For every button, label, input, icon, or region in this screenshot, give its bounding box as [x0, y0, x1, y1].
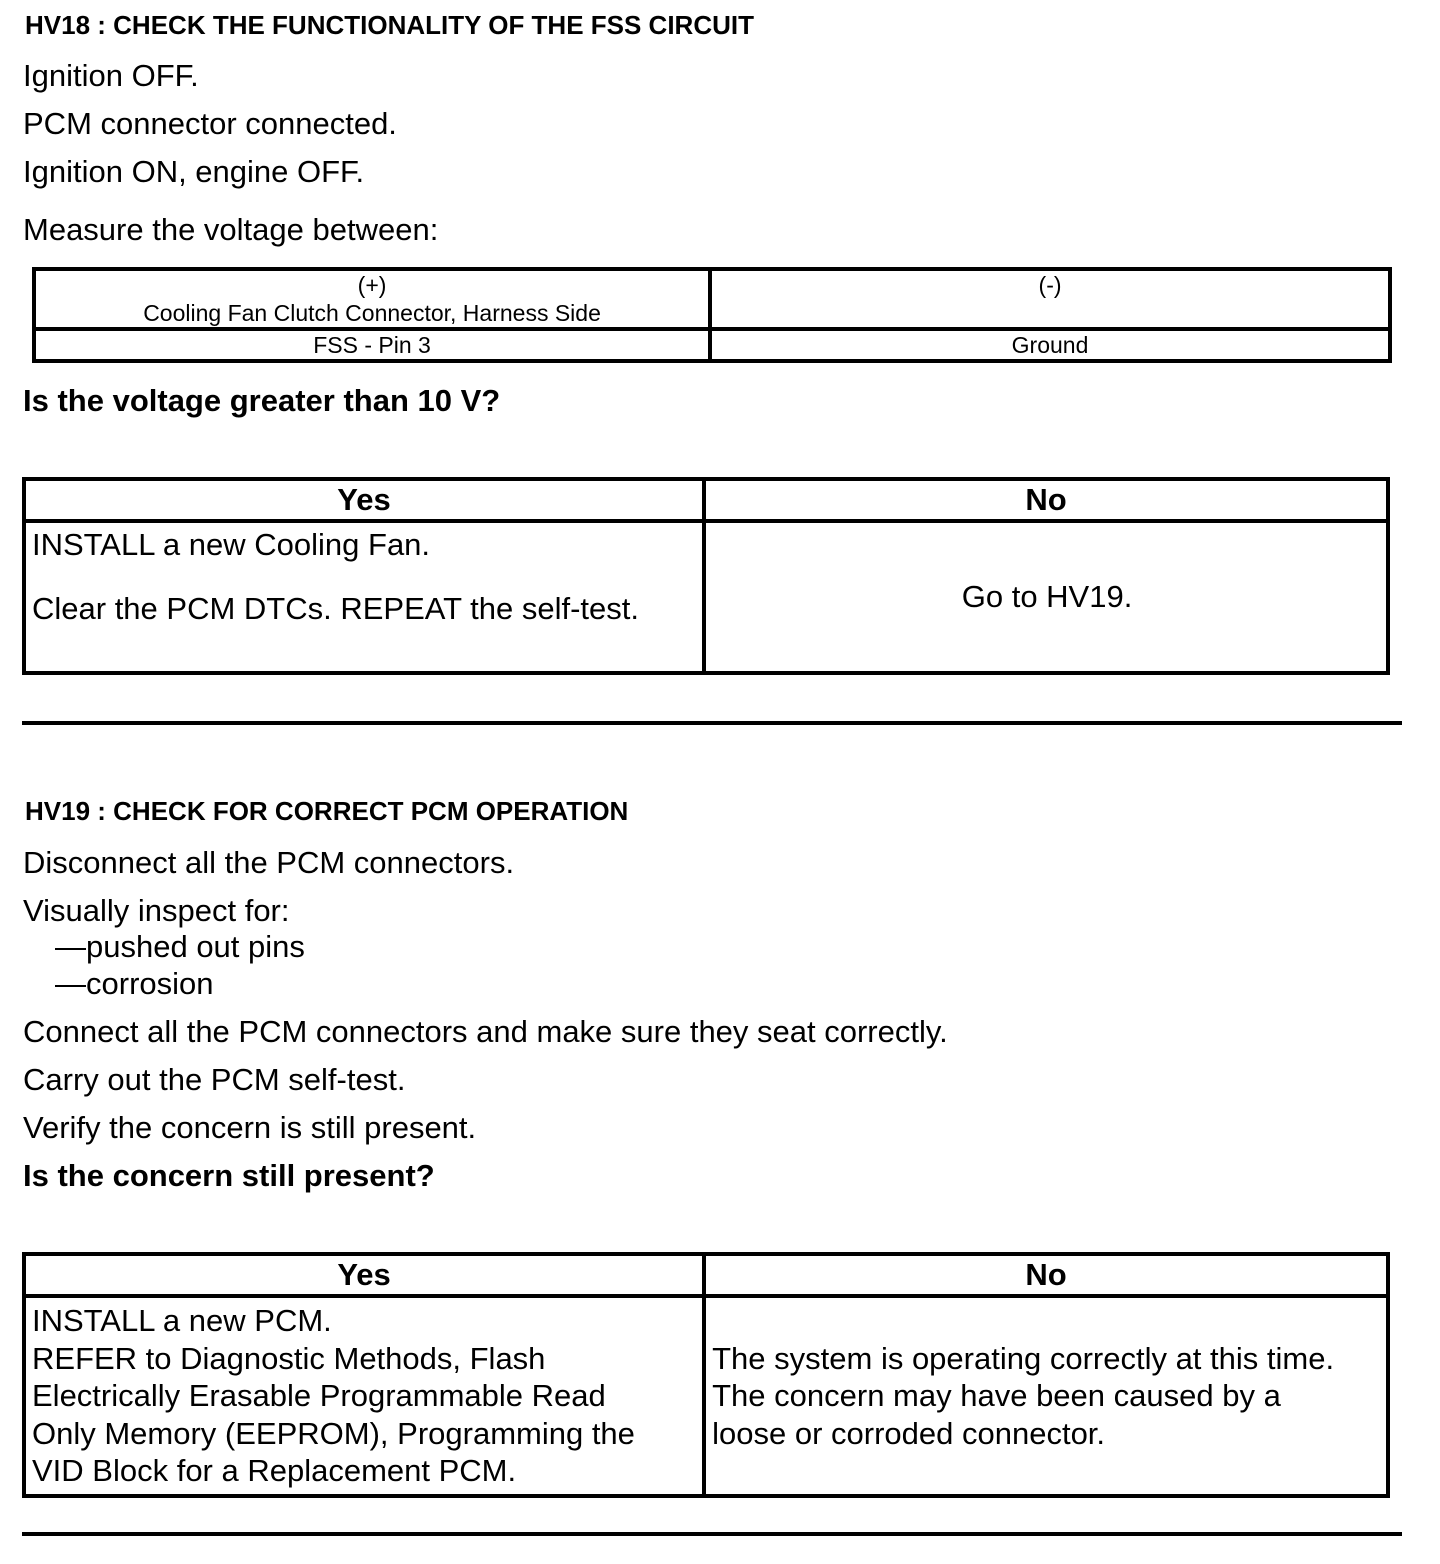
yes-action-cell: [24, 1296, 704, 1496]
step-connect: Connect all the PCM connectors and make sure they seat correctly.: [23, 1014, 948, 1049]
no-action-line: The system is operating correctly at this time.: [712, 1340, 1335, 1376]
plus-value: FSS - Pin 3: [34, 329, 710, 361]
yes-header: Yes: [24, 479, 704, 521]
yes-action-line: Only Memory (EEPROM), Programming the: [32, 1415, 635, 1451]
plus-header: (+): [357, 272, 387, 298]
hv19-question: Is the concern still present?: [23, 1158, 435, 1193]
inspect-item: —corrosion: [55, 966, 214, 1001]
minus-header: (-): [1038, 272, 1062, 298]
yes-action-line: VID Block for a Replacement PCM.: [32, 1453, 517, 1488]
inspect-item: —pushed out pins: [55, 929, 305, 964]
plus-terminal-cell: [34, 269, 710, 329]
minus-terminal-cell: [710, 269, 1390, 329]
no-header: No: [704, 479, 1388, 521]
step-disconnect: Disconnect all the PCM connectors.: [23, 845, 515, 880]
no-action-cell: Go to HV19.: [704, 521, 1388, 673]
measure-intro: Measure the voltage between:: [23, 212, 439, 247]
inspect-intro: Visually inspect for:: [23, 893, 290, 928]
section-divider: [22, 721, 1402, 725]
no-action-cell: [704, 1296, 1388, 1496]
hv18-decision-table: [22, 477, 1390, 675]
step-ignition-off: Ignition OFF.: [23, 58, 199, 93]
yes-action-line: INSTALL a new Cooling Fan.: [32, 527, 431, 562]
measurement-table: [32, 267, 1392, 363]
hv18-heading: HV18 : CHECK THE FUNCTIONALITY OF THE FSS CIRCUIT: [25, 10, 754, 40]
yes-action-line: REFER to Diagnostic Methods, Flash: [32, 1340, 546, 1376]
no-action-line: The concern may have been caused by a: [712, 1378, 1281, 1413]
no-action-line: loose or corroded connector.: [712, 1415, 1106, 1451]
step-pcm-connected: PCM connector connected.: [23, 106, 397, 141]
step-ignition-on: Ignition ON, engine OFF.: [23, 154, 365, 189]
plus-sub-header: Cooling Fan Clutch Connector, Harness Side: [143, 300, 601, 326]
hv19-heading: HV19 : CHECK FOR CORRECT PCM OPERATION: [25, 796, 629, 826]
yes-action-line: Electrically Erasable Programmable Read: [32, 1378, 606, 1413]
hv18-question: Is the voltage greater than 10 V?: [23, 383, 501, 418]
step-selftest: Carry out the PCM self-test.: [23, 1062, 406, 1097]
no-header: No: [704, 1254, 1388, 1296]
yes-header: Yes: [24, 1254, 704, 1296]
step-verify: Verify the concern is still present.: [23, 1110, 477, 1145]
yes-action-cell: [24, 521, 704, 673]
section-divider: [22, 1532, 1402, 1536]
yes-action-line: INSTALL a new PCM.: [32, 1303, 332, 1338]
hv19-decision-table: [22, 1252, 1390, 1498]
yes-action-line: Clear the PCM DTCs. REPEAT the self-test.: [32, 591, 639, 626]
minus-value: Ground: [710, 329, 1390, 361]
